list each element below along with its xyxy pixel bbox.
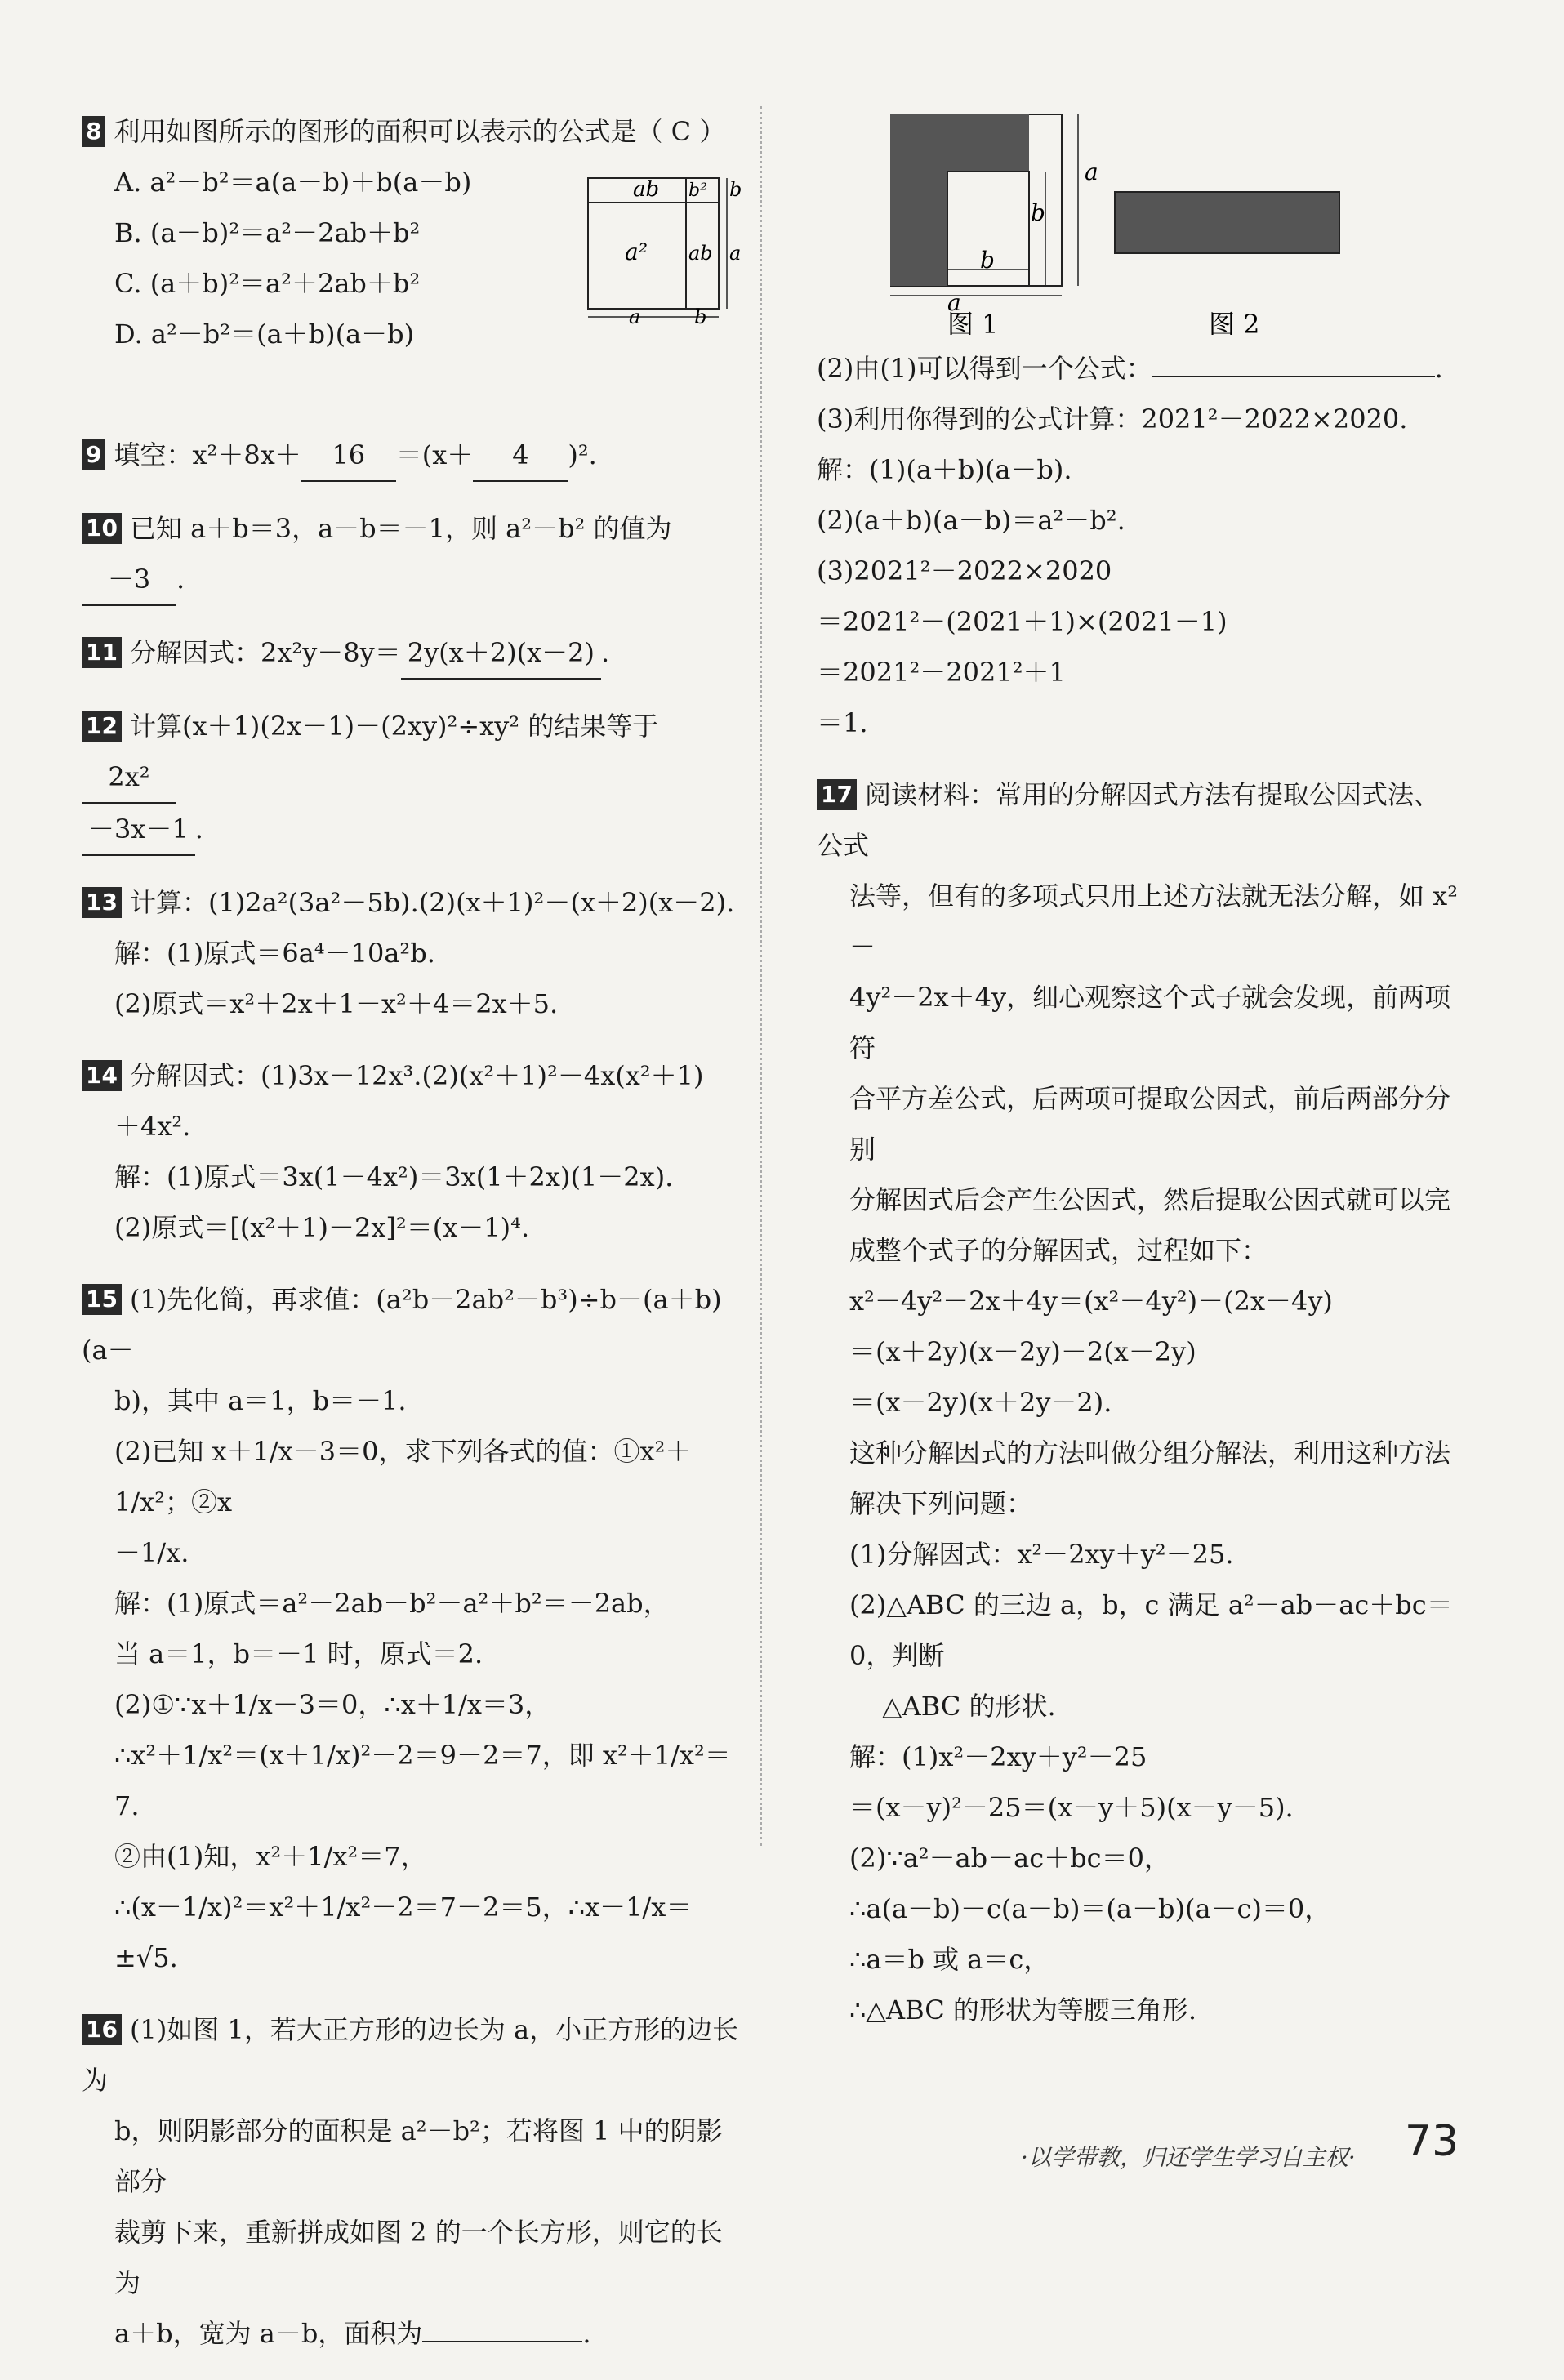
question-stem: 分解因式：(1)3x－12x³.(2)(x²＋1)²－4x(x²＋1) <box>129 1060 704 1091</box>
solution-line: ∴a＝b 或 a＝c， <box>849 1944 1050 1975</box>
fig1-label-b-bottom: b <box>980 247 995 274</box>
solution-line: ＝2021²－2021²＋1 <box>817 657 1066 688</box>
fig-label-ab: ab <box>633 177 660 202</box>
solution-line: ∴(x－1/x)²＝x²＋1/x²－2＝7－2＝5，∴x－1/x＝±√5. <box>114 1892 693 1973</box>
solution-line: 解：(1)原式＝6a⁴－10a²b. <box>114 938 435 969</box>
part-3-stem: (3)利用你得到的公式计算：2021²－2022×2020. <box>817 403 1408 435</box>
fig-label-b-bottom: b <box>694 305 707 325</box>
option-b: B. (a－b)²＝a²－2ab＋b² <box>114 217 421 248</box>
question-11 <box>82 627 743 680</box>
question-14 <box>82 1050 743 1253</box>
option-c: C. (a＋b)²＝a²＋2ab＋b² <box>114 268 421 299</box>
solution-line: ∴x²＋1/x²＝(x＋1/x)²－2＝9－2＝7，即 x²＋1/x²＝7. <box>114 1740 731 1821</box>
question-stem: 填空：x²＋8x＋ <box>114 439 301 470</box>
question-stem-end: )². <box>568 439 597 470</box>
question-stem-cont: (2)已知 x＋1/x－3＝0，求下列各式的值：①x²＋1/x²；②x <box>114 1436 692 1518</box>
solution-line: 解：(1)原式＝3x(1－4x²)＝3x(1＋2x)(1－2x). <box>114 1161 674 1192</box>
question-number: 13 <box>82 887 122 918</box>
question-8 <box>82 106 743 408</box>
question-stem: 计算(x＋1)(2x－1)－(2xy)²÷xy² 的结果等于 <box>129 711 659 742</box>
question-stem-cont: 裁剪下来，重新拼成如图 2 的一个长方形，则它的长为 <box>114 2217 723 2298</box>
solution-line: (2)(a＋b)(a－b)＝a²－b². <box>817 505 1125 536</box>
question-stem-cont: (1)分解因式：x²－2xy＋y²－25. <box>849 1539 1234 1570</box>
figure-1-and-2 <box>890 106 1421 335</box>
solution-line: (2)∵a²－ab－ac＋bc＝0， <box>849 1843 1170 1874</box>
question-number: 14 <box>82 1060 122 1091</box>
question-13 <box>82 877 743 1029</box>
answer-blank: 4 <box>473 430 568 482</box>
question-16-continued: (2)由(1)可以得到一个公式： . (3)利用你得到的公式计算：2021²－2022×2020. 解：(1)(a＋b)(a－b). (2)(a＋b)(a－b)＝a²－b². (3)2021²－2022×2020 ＝2021²－(2021＋1)×(2021－1) ＝2021²－2021²＋1 ＝1. <box>817 343 1462 748</box>
answer-blank: 16 <box>301 430 396 482</box>
question-stem-cont: ＝(x－2y)(x＋2y－2). <box>849 1387 1112 1418</box>
fig1-label-a-bottom: a <box>947 289 961 316</box>
footer-motto: ·以学带教，归还学生学习自主权· <box>1021 2144 1356 2171</box>
question-stem-cont: 法等，但有的多项式只用上述方法就无法分解，如 x²－ <box>849 880 1459 962</box>
question-stem-end: . <box>194 813 203 845</box>
square-area-figure <box>580 170 743 325</box>
question-number: 9 <box>82 439 105 470</box>
part-2-stem: (2)由(1)可以得到一个公式： <box>817 353 1152 384</box>
question-number: 16 <box>82 2014 122 2045</box>
question-stem-cont: △ABC 的形状. <box>882 1691 1056 1722</box>
solution-line: ∴a(a－b)－c(a－b)＝(a－b)(a－c)＝0， <box>849 1893 1331 1924</box>
solution-line: ∴△ABC 的形状为等腰三角形. <box>849 1994 1197 2026</box>
solution-line: ＝1. <box>817 707 868 738</box>
right-column <box>817 343 1462 2057</box>
solution-line: 解：(1)x²－2xy＋y²－25 <box>849 1741 1147 1772</box>
question-stem-cont: a＋b，宽为 a－b，面积为 <box>114 2318 423 2349</box>
fig1-label-a: a <box>1085 158 1098 185</box>
question-stem: 计算：(1)2a²(3a²－5b).(2)(x＋1)²－(x＋2)(x－2). <box>129 887 735 918</box>
question-9 <box>82 430 743 482</box>
question-stem-cont: b，则阴影部分的面积是 a²－b²；若将图 1 中的阴影部分 <box>114 2115 723 2197</box>
solution-line: ②由(1)知，x²＋1/x²＝7， <box>114 1841 427 1872</box>
option-a: A. a²－b²＝a(a－b)＋b(a－b) <box>114 167 472 198</box>
solution-line: 当 a＝1，b＝－1 时，原式＝2. <box>114 1638 483 1669</box>
fig-label-b2: b² <box>688 181 707 201</box>
fig-label-b-right: b <box>729 178 742 201</box>
question-stem-cont: (2)△ABC 的三边 a，b，c 满足 a²－ab－ac＋bc＝0，判断 <box>849 1589 1453 1671</box>
question-stem-cont: 解决下列问题： <box>849 1488 1033 1519</box>
option-d: D. a²－b²＝(a＋b)(a－b) <box>114 319 415 350</box>
question-number: 8 <box>82 116 105 147</box>
question-stem: 已知 a＋b＝3，a－b＝－1，则 a²－b² 的值为 <box>129 513 672 544</box>
question-17 <box>817 769 1462 2035</box>
column-divider <box>760 106 762 1846</box>
question-stem: (1)先化简，再求值：(a²b－2ab²－b³)÷b－(a＋b)(a－ <box>82 1284 722 1366</box>
solution-line: 解：(1)(a＋b)(a－b). <box>817 454 1072 485</box>
question-stem-cont: 这种分解因式的方法叫做分组分解法，利用这种方法 <box>849 1437 1451 1469</box>
question-stem-cont: ＋4x². <box>114 1111 191 1142</box>
question-stem: 阅读材料：常用的分解因式方法有提取公因式法、公式 <box>817 779 1440 861</box>
question-number: 10 <box>82 513 122 544</box>
fig-label-ab-side: ab <box>688 242 713 265</box>
question-stem-end: . <box>600 637 610 668</box>
question-stem: 利用如图所示的图形的面积可以表示的公式是（ C ） <box>114 116 726 147</box>
answer-blank: 2x² <box>82 751 176 804</box>
question-number: 12 <box>82 711 122 742</box>
fig-label-a-bottom: a <box>629 305 641 325</box>
question-stem-mid: ＝(x＋ <box>395 439 474 470</box>
question-stem-cont: 合平方差公式，后两项可提取公因式，前后两部分分别 <box>849 1083 1451 1165</box>
question-15 <box>82 1274 743 1983</box>
answer-blank-continued: －3x－1 <box>82 804 195 856</box>
answer-blank: －3 <box>82 554 176 606</box>
question-stem-cont: b)，其中 a＝1，b＝－1. <box>114 1385 407 1416</box>
question-stem-cont: －1/x. <box>114 1537 189 1568</box>
solution-line: (3)2021²－2022×2020 <box>817 555 1112 586</box>
answer-blank: 2y(x＋2)(x－2) <box>401 627 601 680</box>
fig1-label-b-side: b <box>1031 199 1045 226</box>
question-stem-cont: 4y²－2x＋4y，细心观察这个式子就会发现，前两项符 <box>849 982 1451 1063</box>
left-column <box>82 106 743 2380</box>
answer-blank <box>422 2341 582 2342</box>
solution-line: ＝2021²－(2021＋1)×(2021－1) <box>817 606 1228 637</box>
question-stem-cont: x²－4y²－2x＋4y＝(x²－4y²)－(2x－4y) <box>849 1286 1333 1317</box>
question-12 <box>82 701 743 856</box>
fig-label-a2: a² <box>625 238 648 265</box>
question-stem-cont: 分解因式后会产生公因式，然后提取公因式就可以完 <box>849 1184 1451 1215</box>
answer-blank <box>1152 376 1435 377</box>
question-stem-cont: 成整个式子的分解因式，过程如下： <box>849 1235 1268 1266</box>
question-number: 15 <box>82 1284 122 1315</box>
question-number: 11 <box>82 637 122 668</box>
solution-line: ＝(x－y)²－25＝(x－y＋5)(x－y－5). <box>849 1792 1294 1823</box>
page-number: 73 <box>1405 2117 1459 2166</box>
figure-1-caption: 图 1 <box>947 309 999 335</box>
fig-label-a-right: a <box>729 242 742 265</box>
question-16-figures <box>890 106 1421 338</box>
question-stem-cont: ＝(x＋2y)(x－2y)－2(x－2y) <box>849 1336 1196 1367</box>
solution-line: (2)原式＝x²＋2x＋1－x²＋4＝2x＋5. <box>114 988 559 1019</box>
question-16: 16 (1)如图 1，若大正方形的边长为 a，小正方形的边长为 b，则阴影部分的面积是 a²－b²；若将图 1 中的阴影部分 裁剪下来，重新拼成如图 2 的一个长方形，则它的长为 a＋b，宽为 a－b，面积为 . <box>82 2004 743 2359</box>
question-stem: (1)如图 1，若大正方形的边长为 a，小正方形的边长为 <box>82 2014 739 2096</box>
question-10 <box>82 503 743 606</box>
question-number: 17 <box>817 779 857 810</box>
solution-line: (2)①∵x＋1/x－3＝0，∴x＋1/x＝3， <box>114 1689 551 1720</box>
figure-2-caption: 图 2 <box>1209 309 1260 335</box>
question-stem: 分解因式：2x²y－8y＝ <box>129 637 401 668</box>
solution-line: (2)原式＝[(x²＋1)－2x]²＝(x－1)⁴. <box>114 1212 530 1243</box>
question-stem-end: . <box>176 564 185 595</box>
solution-line: 解：(1)原式＝a²－2ab－b²－a²＋b²＝－2ab， <box>114 1588 670 1619</box>
